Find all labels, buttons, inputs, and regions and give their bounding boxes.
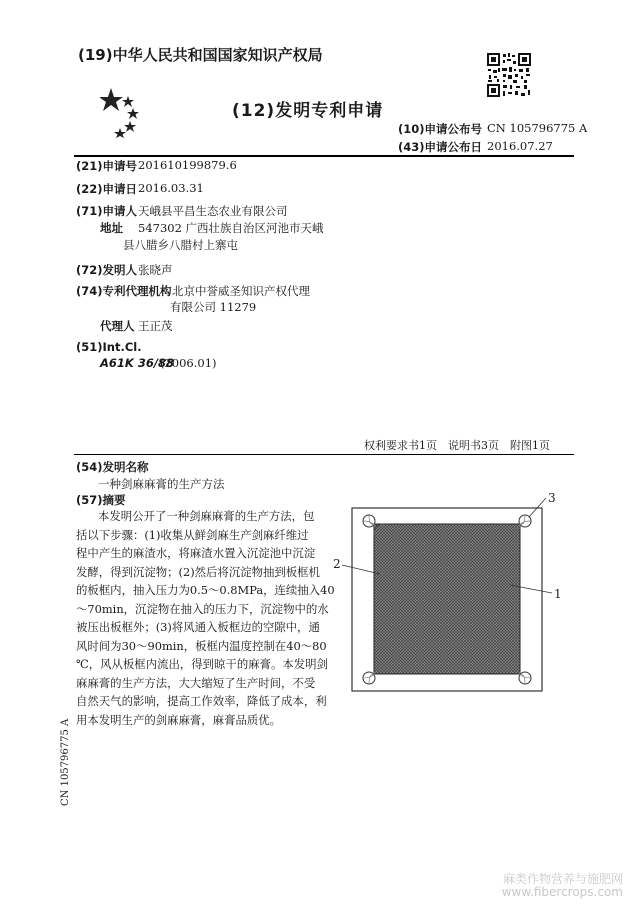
abstract-line: 括以下步骤：(1)收集从鲜剑麻生产剑麻纤维过	[76, 527, 309, 542]
intcl-code: A61K 36/88	[100, 356, 175, 370]
agency-line-1: 北京中誉威圣知识产权代理	[172, 284, 310, 298]
header-divider	[74, 155, 574, 157]
address-line-2: 县八腊乡八腊村上寨屯	[123, 238, 238, 252]
agent: 王正茂	[138, 319, 173, 333]
applicant: 天峨县平昌生态农业有限公司	[138, 204, 288, 218]
watermark: 麻类作物营养与施肥网 www.fibercrops.com	[501, 872, 623, 899]
filter-plate-figure	[330, 488, 570, 698]
address-line-1: 547302 广西壮族自治区河池市天峨	[138, 221, 324, 235]
app-no-label: (21)申请号	[76, 159, 138, 173]
inventor-label: (72)发明人	[76, 263, 138, 277]
pub-no: CN 105796775 A	[487, 121, 588, 135]
abstract-line: 用本发明生产的剑麻麻膏，麻膏品质优。	[76, 712, 282, 727]
abstract-line: 被压出板框外；(3)将风通入板框边的空隙中，通	[76, 620, 320, 634]
figure-label-2: 2	[333, 557, 341, 571]
abstract-line: 麻麻膏的生产方法，大大缩短了生产时间，不受	[76, 675, 316, 690]
figure-label-1: 1	[554, 587, 562, 601]
address-label: 地址	[100, 221, 123, 235]
office-emblem-icon	[100, 88, 146, 138]
agency-line-2: 有限公司 11279	[170, 300, 257, 314]
app-no: 201610199879.6	[138, 158, 237, 172]
abstract-line: 的板框内，抽入压力为0.5～0.8MPa，连续抽入40	[76, 583, 335, 597]
agent-label: 代理人	[100, 319, 135, 333]
title-label: (54)发明名称	[76, 460, 149, 474]
abstract-line: 风时间为30～90min，板框内温度控制在40～80	[76, 638, 327, 653]
intcl-year: (2006.01)	[160, 356, 217, 370]
intcl-label: (51)Int.Cl.	[76, 340, 142, 354]
abstract-line: 本发明公开了一种剑麻麻膏的生产方法，包	[98, 509, 315, 523]
figure-label-3: 3	[548, 491, 556, 505]
pub-date: 2016.07.27	[487, 139, 553, 153]
abstract-line: ～70min，沉淀物在抽入的压力下，沉淀物中的水	[76, 601, 329, 616]
app-date: 2016.03.31	[138, 181, 204, 195]
abstract-line: ℃，风从板框内流出，得到晾干的麻膏。本发明剑	[76, 657, 328, 671]
pub-date-label: (43)申请公布日	[398, 140, 483, 154]
abstract-line: 自然天气的影响，提高工作效率，降低了成本，利	[76, 694, 327, 708]
agency-label: (74)专利代理机构	[76, 284, 172, 298]
abstract-line: 程中产生的麻渣水，将麻渣水置入沉淀池中沉淀	[76, 546, 316, 560]
applicant-label: (71)申请人	[76, 204, 138, 218]
inventor: 张晓声	[138, 263, 173, 277]
qr-code-icon	[486, 52, 532, 98]
pages-info: 权利要求书1页 说明书3页 附图1页	[364, 439, 550, 452]
app-date-label: (22)申请日	[76, 182, 138, 196]
side-publication-no: CN 105796775 A	[60, 718, 71, 806]
document-type: (12)发明专利申请	[232, 101, 384, 121]
pages-divider	[74, 454, 574, 455]
office-name: (19)中华人民共和国国家知识产权局	[78, 46, 323, 64]
pub-no-label: (10)申请公布号	[398, 122, 483, 136]
abstract-label: (57)摘要	[76, 493, 126, 507]
invention-title: 一种剑麻麻膏的生产方法	[98, 477, 225, 491]
abstract-line: 发酵，得到沉淀物；(2)然后将沉淀物抽到板框机	[76, 564, 320, 579]
